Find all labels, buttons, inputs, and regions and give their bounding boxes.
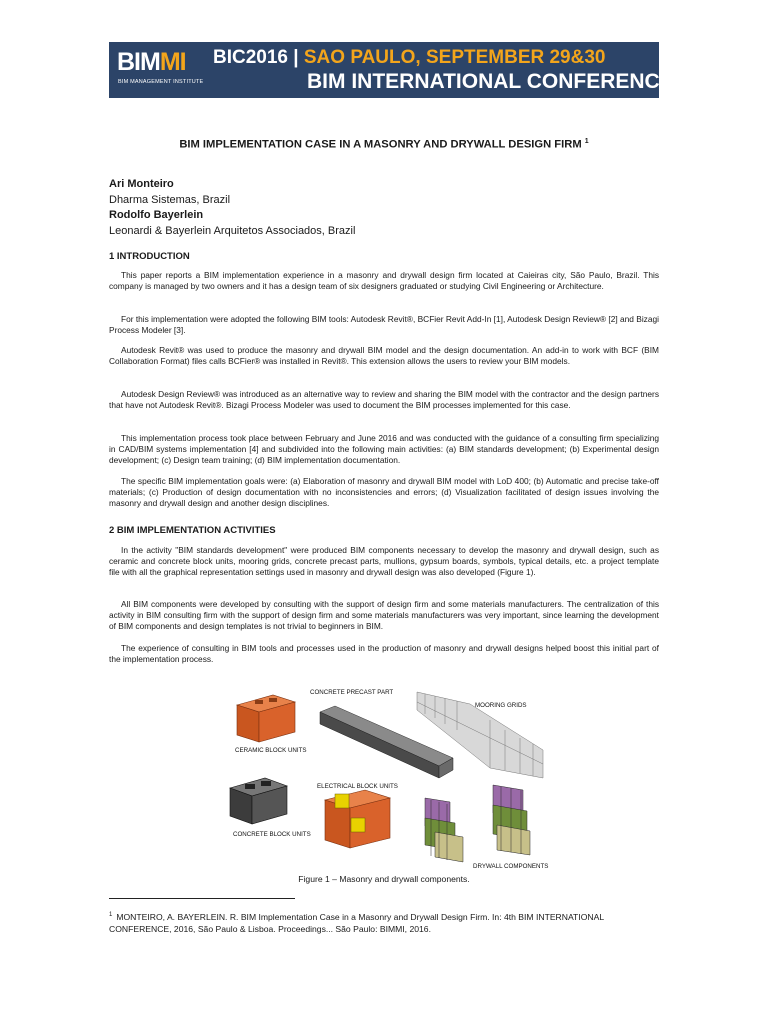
paper-title <box>109 138 659 151</box>
logo-text-mi: MI <box>159 48 186 76</box>
paragraph: Autodesk Revit® was used to produce the masonry and drywall BIM model and the design documentation. An add-in to work with BCF (BIM Collaboration Format) files calls BCFier® was installed in Revit®. This extension allows the users to review your BIM models. <box>109 345 659 367</box>
footnote-text: MONTEIRO, A. BAYERLEIN. R. BIM Implementation Case in a Masonry and Drywall Design Firm. In: 4th BIM INTERNATIONAL CONFERENCE, 2016, São Paulo & Lisboa. Proceedings... São Paulo: BIMMI, 2016. <box>109 911 604 934</box>
conference-banner <box>109 42 674 98</box>
footnote-divider <box>109 898 295 899</box>
conference-code: BIC2016 | <box>213 47 299 68</box>
bimmi-logo <box>117 48 209 92</box>
paragraph: This implementation process took place between February and June 2016 and was conducted with the guidance of a consulting firm specializing in CAD/BIM systems implementation [4] and subdivided into the following main activities: (a) BIM standards development; (b) Experimental design development; (c) Design team training; (d) BIM implementation documentation. <box>109 433 659 466</box>
conference-name: BIM INTERNATIONAL CONFERENCE <box>307 70 674 93</box>
concrete-block-illustration <box>230 778 287 824</box>
figure-caption: Figure 1 – Masonry and drywall components. <box>298 874 470 884</box>
section-heading-activities: 2 BIM IMPLEMENTATION ACTIVITIES <box>109 525 276 536</box>
footnote <box>109 909 659 935</box>
logo-subtitle: BIM MANAGEMENT INSTITUTE <box>118 79 204 85</box>
label-concrete-precast: CONCRETE PRECAST PART <box>310 689 394 696</box>
paragraph: The specific BIM implementation goals were: (a) Elaboration of masonry and drywall BIM model with LoD 400; (b) Automatic and precise take-off materials; (c) Production of design documentation with no inconsistencies and errors; (d) Visualization facilitated of design issues involving the masonry and drywall design and another design disciplines. <box>109 476 659 509</box>
label-electrical: ELECTRICAL BLOCK UNITS <box>317 783 398 790</box>
author-block <box>109 177 355 239</box>
drywall-illustration <box>425 785 530 862</box>
label-concrete-block: CONCRETE BLOCK UNITS <box>233 831 311 838</box>
label-ceramic: CERAMIC BLOCK UNITS <box>235 747 307 754</box>
location-date: SAO PAULO, SEPTEMBER 29&30 <box>303 47 606 68</box>
label-drywall: DRYWALL COMPONENTS <box>473 863 549 870</box>
paragraph: The experience of consulting in BIM tools and processes used in the production of masonry and drywall designs helped boost this initial part of the implementation process. <box>109 643 659 665</box>
figure-masonry-drywall-components <box>225 680 555 870</box>
electrical-block-illustration <box>325 790 390 848</box>
logo-text-bim: BIM <box>117 48 160 76</box>
author-affiliation: Leonardi & Bayerlein Arquitetos Associados, Brazil <box>109 224 356 237</box>
ceramic-block-illustration <box>237 695 295 742</box>
paragraph: This paper reports a BIM implementation experience in a masonry and drywall design firm located at Caieiras city, São Paulo, Brazil. This company is managed by two owners and it has a design team of six designers graduated or studying Civil Engineering or Architecture. <box>109 270 659 292</box>
banner-line-1 <box>213 47 605 69</box>
section-heading-introduction: 1 INTRODUCTION <box>109 251 190 262</box>
paragraph: In the activity "BIM standards development" were produced BIM components necessary to develop the masonry and drywall design, such as ceramic and concrete block units, mooring grids, concrete precast parts, mullions, gypsum boards, symbols, typical details, etc. a project template file with all the graphical representation settings used in masonry and drywall design was also developed (Figure 1). <box>109 545 659 578</box>
paragraph: All BIM components were developed by consulting with the support of design firm and some materials manufacturers. The centralization of this activity in BIM consulting firm with the support of design firm and some materials manufacturers was very important, since learning the development of BIM components and design templates is not trivial to beginners in BIM. <box>109 599 659 632</box>
paper-title-text: BIM IMPLEMENTATION CASE IN A MASONRY AND DRYWALL DESIGN FIRM <box>179 138 582 151</box>
paragraph: Autodesk Design Review® was introduced as an alternative way to review and sharing the BIM model with the contractor and the design partners that have not Autodesk Revit®. Bizagi Process Modeler was used to document the BIM processes implemented for this case. <box>109 389 659 411</box>
author-name: Rodolfo Bayerlein <box>109 209 204 221</box>
author-affiliation: Dharma Sistemas, Brazil <box>109 193 231 206</box>
paragraph: For this implementation were adopted the following BIM tools: Autodesk Revit®, BCFier Revit Add-In [1], Autodesk Design Review® [2] and Bizagi Process Modeler [3]. <box>109 314 659 336</box>
title-footnote-mark: 1 <box>584 138 589 145</box>
label-mooring-grids: MOORING GRIDS <box>475 702 527 709</box>
author-name: Ari Monteiro <box>109 178 174 190</box>
footnote-mark: 1 <box>109 912 113 918</box>
